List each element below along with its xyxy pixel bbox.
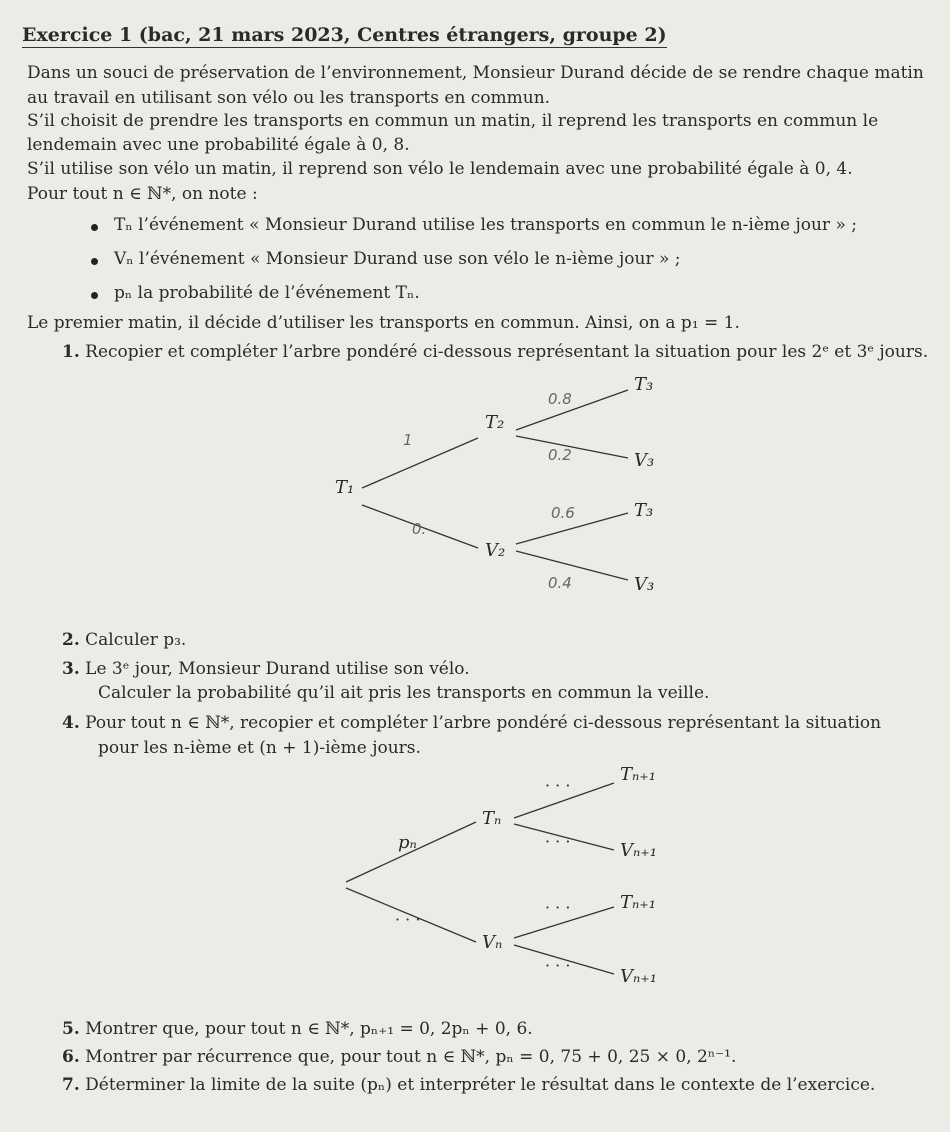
- question-7: 7. Déterminer la limite de la suite (pₙ) et interpréter le résultat dans le contexte de l’exercice.: [62, 1075, 876, 1095]
- node-v2: V₂: [485, 540, 506, 561]
- node-v3-b: V₃: [634, 574, 655, 595]
- question-3: 3. Le 3ᵉ jour, Monsieur Durand utilise son vélo.: [62, 659, 470, 679]
- intro-line-2: au travail en utilisant son vélo ou les transports en commun.: [27, 88, 551, 108]
- exercise-title: Exercice 1 (bac, 21 mars 2023, Centres étrangers, groupe 2): [22, 24, 667, 46]
- hand-weight-t1-t2: 1: [403, 431, 413, 449]
- node-t2: T₂: [485, 412, 505, 433]
- branch-t2-t3: [516, 390, 628, 430]
- node-t3-b: T₃: [634, 500, 654, 521]
- node-v3-a: V₃: [634, 450, 655, 471]
- question-4: 4. Pour tout n ∈ ℕ*, recopier et compléter l’arbre pondéré ci-dessous représentant la situation: [62, 713, 882, 733]
- bullet-vn: Vₙ l’événement « Monsieur Durand use son vélo le n-ième jour » ;: [114, 249, 681, 269]
- question-3-line-2: Calculer la probabilité qu’il ait pris les transports en commun la veille.: [98, 683, 710, 703]
- weight-pn: pₙ: [398, 832, 417, 853]
- weight-tn-tnext-dots: · · ·: [545, 776, 571, 795]
- hand-weight-v2-v3: 0.4: [548, 574, 572, 592]
- hand-weight-t1-v2: 0.: [412, 520, 427, 538]
- weight-vn-tnext-dots: · · ·: [545, 898, 571, 917]
- node-vnext-b: Vₙ₊₁: [620, 966, 658, 987]
- node-tnext-b: Tₙ₊₁: [620, 892, 657, 913]
- question-1: 1. Recopier et compléter l’arbre pondéré ci-dessous représentant la situation pour les 2ᵉ et 3ᵉ jours.: [62, 342, 929, 362]
- intro-line-1: Dans un souci de préservation de l’environnement, Monsieur Durand décide de se rendre chaque matin: [27, 63, 924, 83]
- intro-line-3: S’il choisit de prendre les transports en commun un matin, il reprend les transports en commun le: [27, 111, 879, 131]
- node-tnext-a: Tₙ₊₁: [620, 764, 657, 785]
- node-t3-a: T₃: [634, 374, 654, 395]
- hand-weight-t2-t3: 0.8: [548, 390, 572, 408]
- intro-line-4: lendemain avec une probabilité égale à 0, 8.: [27, 135, 410, 155]
- weight-root-vn-dots: · · ·: [395, 910, 421, 929]
- intro-line-5: S’il utilise son vélo un matin, il reprend son vélo le lendemain avec une probabilité égale à 0, 4.: [27, 159, 853, 179]
- branch-t2-v3: [516, 436, 628, 458]
- first-morning: Le premier matin, il décide d’utiliser les transports en commun. Ainsi, on a p₁ = 1.: [27, 313, 740, 333]
- intro-line-6: Pour tout n ∈ ℕ*, on note :: [27, 184, 258, 204]
- node-vnext-a: Vₙ₊₁: [620, 840, 658, 861]
- hand-weight-t2-v3: 0.2: [548, 446, 572, 464]
- tree-2: [346, 783, 614, 974]
- question-2: 2. Calculer p₃.: [62, 630, 187, 650]
- node-t1: T₁: [335, 477, 355, 498]
- question-6: 6. Montrer par récurrence que, pour tout n ∈ ℕ*, pₙ = 0, 75 + 0, 25 × 0, 2ⁿ⁻¹.: [62, 1047, 737, 1067]
- branch-v2-v3: [516, 551, 628, 580]
- weight-tn-vnext-dots: · · ·: [545, 832, 571, 851]
- node-vn: Vₙ: [482, 932, 503, 953]
- question-4-line-2: pour les n-ième et (n + 1)-ième jours.: [98, 738, 421, 758]
- bullet-tn: Tₙ l’événement « Monsieur Durand utilise les transports en commun le n-ième jour » ;: [114, 215, 857, 235]
- node-tn: Tₙ: [482, 808, 502, 829]
- branch-t1-t2: [362, 438, 478, 488]
- weight-vn-vnext-dots: · · ·: [545, 956, 571, 975]
- bullet-pn: pₙ la probabilité de l’événement Tₙ.: [114, 283, 420, 303]
- hand-weight-v2-t3: 0.6: [551, 504, 575, 522]
- question-5: 5. Montrer que, pour tout n ∈ ℕ*, pₙ₊₁ = 0, 2pₙ + 0, 6.: [62, 1019, 533, 1039]
